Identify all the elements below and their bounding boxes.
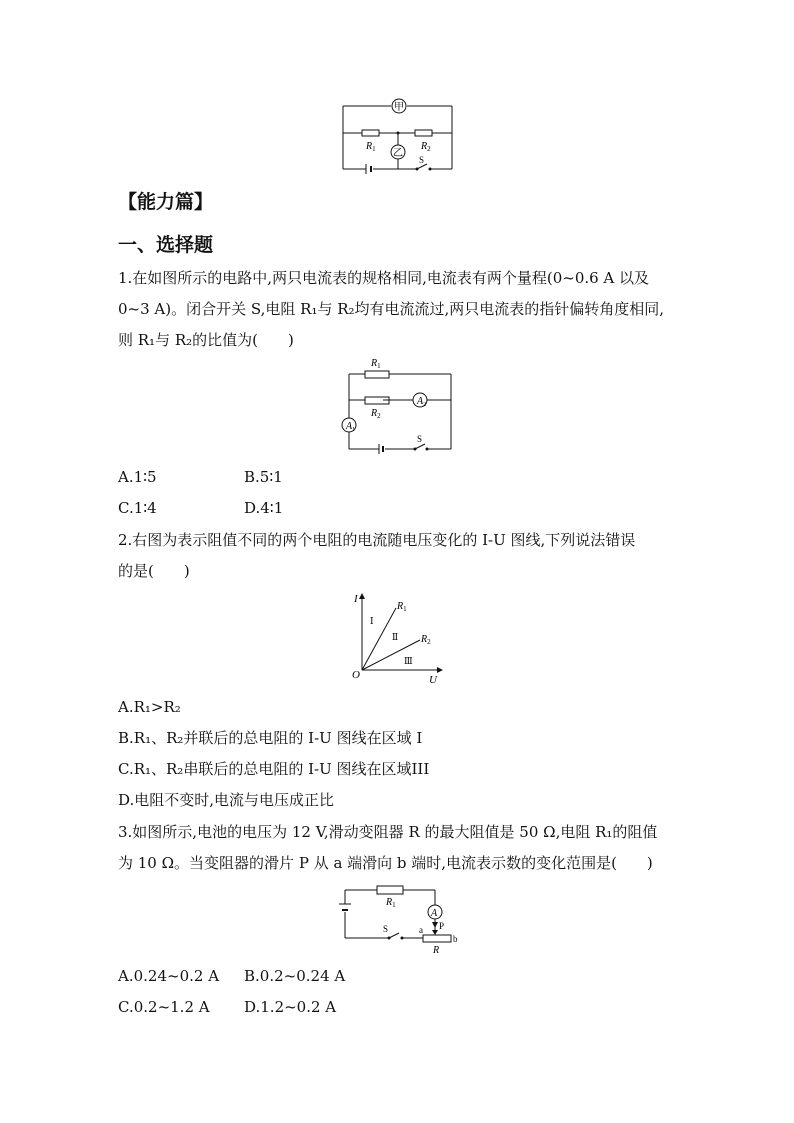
top-r2-label: $R_2$ — [421, 141, 431, 153]
ammeter-a2-label: $A_2$ — [417, 396, 427, 408]
q3-option-a: A.0.24~0.2 A — [118, 967, 220, 985]
q3-option-d: D.1.2~0.2 A — [244, 998, 337, 1016]
top-r1-label: $R_1$ — [366, 141, 376, 153]
q2-option-c: C.R₁、R₂串联后的总电阻的 I-U 图线在区域III — [118, 760, 430, 778]
graph-r1-label: $R_1$ — [397, 601, 407, 613]
rheostat-r-label: R — [433, 945, 440, 956]
q1-option-a: A.1∶5 — [118, 468, 157, 486]
q1-line-1: 1.在如图所示的电路中,两只电流表的规格相同,电流表有两个量程(0~0.6 A 以及 — [118, 269, 650, 287]
ammeter-label: A — [431, 908, 438, 919]
graph-r2-label: $R_2$ — [421, 634, 431, 646]
q2-iu-graph — [348, 590, 448, 686]
q1-option-c: C.1∶4 — [118, 499, 157, 517]
origin-label: O — [352, 669, 360, 681]
q1-line-3: 则 R₁与 R₂的比值为( ) — [118, 331, 294, 349]
q1-line-2: 0~3 A)。闭合开关 S,电阻 R₁与 R₂均有电流流过,两只电流表的指针偏转角度相同, — [118, 300, 665, 318]
ammeter-a1-label: $A_1$ — [346, 421, 356, 433]
region-2-label: Ⅱ — [392, 632, 399, 642]
q1-circuit-figure — [335, 352, 460, 456]
region-1-label: Ⅰ — [370, 616, 374, 626]
q3-option-b: B.0.2~0.24 A — [244, 967, 346, 985]
q2-line-1: 2.右图为表示阻值不同的两个电阻的电流随电压变化的 I-U 图线,下列说法错误 — [118, 531, 636, 549]
q1-r1-label: $R_1$ — [371, 358, 381, 370]
end-b-label: b — [453, 934, 458, 944]
q3-circuit-figure — [335, 880, 470, 956]
q3-line-2: 为 10 Ω。当变阻器的滑片 P 从 a 端滑向 b 端时,电流表示数的变化范围是( ) — [118, 854, 653, 872]
q3-r1-label: $R_1$ — [386, 897, 396, 909]
q3-line-1: 3.如图所示,电池的电压为 12 V,滑动变阻器 R 的最大阻值是 50 Ω,电阻 R₁的阻值 — [118, 823, 658, 841]
q3-option-c: C.0.2~1.2 A — [118, 998, 210, 1016]
i-axis-label: I — [354, 593, 358, 605]
q2-option-d: D.电阻不变时,电流与电压成正比 — [118, 791, 335, 809]
section-title: 【能力篇】 — [118, 191, 214, 213]
top-circuit-figure — [335, 96, 460, 176]
region-3-label: Ⅲ — [404, 656, 413, 666]
q3-switch-label: S — [383, 924, 389, 934]
q2-line-2: 的是( ) — [118, 562, 190, 580]
slider-p-label: P — [439, 921, 445, 931]
meter-yi-label: 乙 — [393, 148, 403, 159]
q2-option-a: A.R₁>R₂ — [118, 698, 181, 716]
u-axis-label: U — [429, 674, 437, 686]
q1-option-d: D.4∶1 — [244, 499, 284, 517]
q2-option-b: B.R₁、R₂并联后的总电阻的 I-U 图线在区域 I — [118, 729, 423, 747]
q1-option-b: B.5∶1 — [244, 468, 283, 486]
q1-switch-label: S — [417, 434, 423, 444]
subsection-title: 一、选择题 — [118, 234, 214, 256]
meter-jia-label: 甲 — [394, 102, 404, 113]
top-switch-label: S — [419, 155, 425, 165]
end-a-label: a — [419, 925, 423, 935]
q1-r2-label: $R_2$ — [371, 408, 381, 420]
